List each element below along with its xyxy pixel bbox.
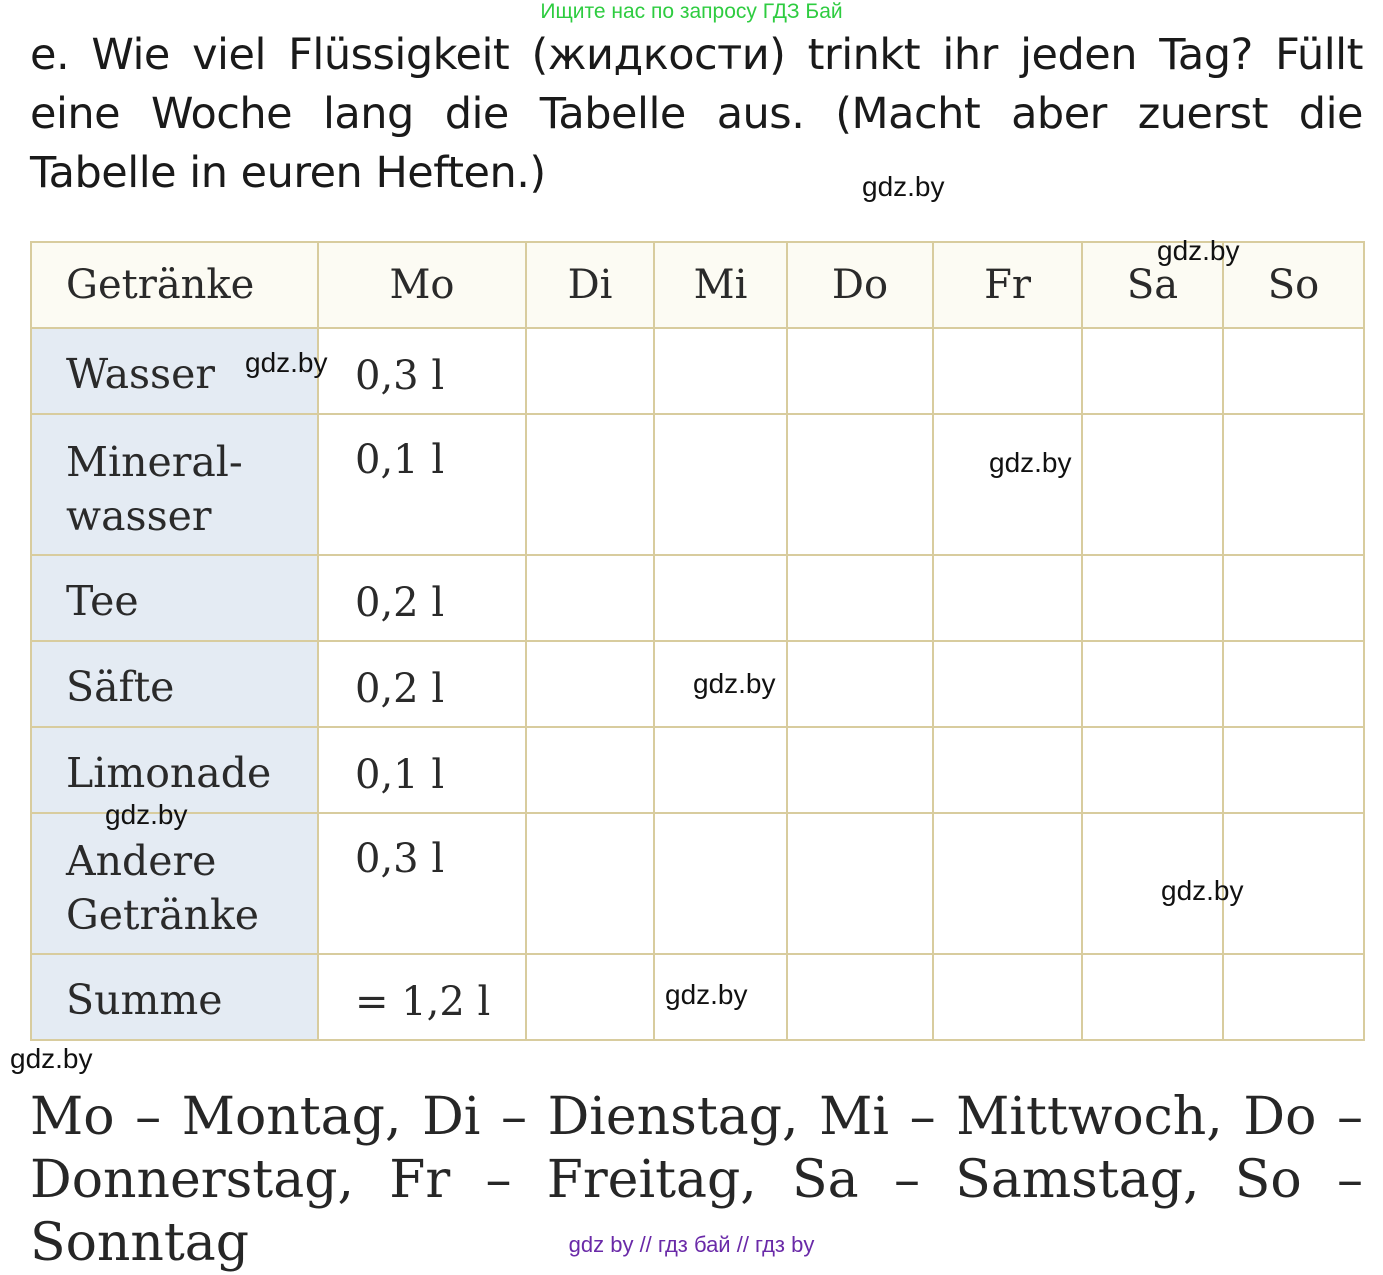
header-so: So — [1223, 242, 1364, 328]
cell-empty — [1223, 555, 1364, 641]
cell-empty — [526, 414, 654, 555]
cell-empty — [1082, 641, 1223, 727]
cell-empty — [933, 328, 1082, 414]
cell-mo: 0,2 l — [318, 641, 526, 727]
table-row-wasser — [31, 328, 1364, 414]
cell-empty — [933, 954, 1082, 1040]
cell-empty — [654, 727, 787, 813]
header-mo: Mo — [318, 242, 526, 328]
cell-empty — [787, 641, 933, 727]
cell-empty — [526, 555, 654, 641]
cell-empty — [654, 414, 787, 555]
header-do: Do — [787, 242, 933, 328]
cell-empty — [787, 727, 933, 813]
cell-empty — [1082, 328, 1223, 414]
header-getraenke: Getränke — [31, 242, 318, 328]
watermark: gdz.by — [105, 799, 188, 830]
cell-empty — [1223, 954, 1364, 1040]
row-label: Summe — [31, 954, 318, 1040]
cell-empty — [526, 641, 654, 727]
cell-empty — [933, 555, 1082, 641]
cell-empty — [1223, 641, 1364, 727]
cell-empty — [787, 954, 933, 1040]
cell-empty — [1082, 414, 1223, 555]
watermark: gdz.by — [693, 668, 776, 699]
cell-empty — [933, 414, 1082, 555]
row-label: Wasser — [31, 328, 318, 414]
header-mi: Mi — [654, 242, 787, 328]
cell-empty — [526, 328, 654, 414]
cell-empty — [1223, 414, 1364, 555]
table-row-tee — [31, 555, 1364, 641]
cell-empty — [787, 813, 933, 954]
cell-mo: 0,2 l — [318, 555, 526, 641]
row-label-line1: Andere — [66, 837, 217, 885]
cell-empty — [787, 414, 933, 555]
cell-empty — [787, 555, 933, 641]
cell-empty — [1082, 555, 1223, 641]
cell-empty — [654, 555, 787, 641]
row-label-line1: Mineral- — [66, 438, 243, 486]
row-label-line2: wasser — [66, 492, 212, 540]
cell-mo: 0,3 l — [318, 328, 526, 414]
row-label — [31, 813, 318, 954]
watermark: gdz.by — [245, 347, 328, 378]
cell-empty — [1223, 727, 1364, 813]
watermark: gdz.by — [665, 979, 748, 1010]
cell-empty — [526, 954, 654, 1040]
cell-empty — [654, 328, 787, 414]
cell-empty — [1223, 813, 1364, 954]
top-banner-link[interactable]: Ищите нас по запросу ГДЗ Бай — [540, 0, 843, 23]
table-row-limonade — [31, 727, 1364, 813]
cell-empty — [526, 813, 654, 954]
cell-empty — [654, 813, 787, 954]
cell-empty — [933, 641, 1082, 727]
cell-mo: 0,3 l — [318, 813, 526, 954]
day-abbreviation-legend: Mo – Montag, Di – Dienstag, Mi – Mittwoch, Do – Donnerstag, Fr – Freitag, Sa – Samstag, So – Sonntag — [30, 1087, 1363, 1273]
row-label: Limonade — [31, 727, 318, 813]
watermark: gdz.by — [989, 447, 1072, 478]
cell-empty — [1082, 727, 1223, 813]
cell-empty — [933, 727, 1082, 813]
header-sa: Sa — [1082, 242, 1223, 328]
cell-empty — [1223, 328, 1364, 414]
cell-empty — [526, 727, 654, 813]
cell-empty — [787, 328, 933, 414]
watermark: gdz.by — [862, 171, 945, 202]
cell-empty — [1082, 954, 1223, 1040]
task-text: e. Wie viel Flüssigkeit (жидкости) trinkt ihr jeden Tag? Füllt eine Woche lang die Tabelle aus. (Macht aber zuerst die Tabelle in euren Heften.) — [30, 30, 1363, 198]
cell-mo: 0,1 l — [318, 727, 526, 813]
watermark: gdz.by — [1161, 875, 1244, 906]
cell-empty — [933, 813, 1082, 954]
row-label — [31, 414, 318, 555]
footer-links[interactable]: gdz by // гдз бай // гдз by — [568, 1232, 815, 1257]
header-fr: Fr — [933, 242, 1082, 328]
watermark: gdz.by — [10, 1043, 93, 1074]
row-label-line2: Getränke — [66, 891, 260, 939]
row-label: Tee — [31, 555, 318, 641]
drinks-table — [30, 241, 1365, 1041]
cell-mo: = 1,2 l — [318, 954, 526, 1040]
header-di: Di — [526, 242, 654, 328]
row-label: Säfte — [31, 641, 318, 727]
table-row-mineralwasser — [31, 414, 1364, 555]
watermark: gdz.by — [1157, 235, 1240, 266]
cell-mo: 0,1 l — [318, 414, 526, 555]
